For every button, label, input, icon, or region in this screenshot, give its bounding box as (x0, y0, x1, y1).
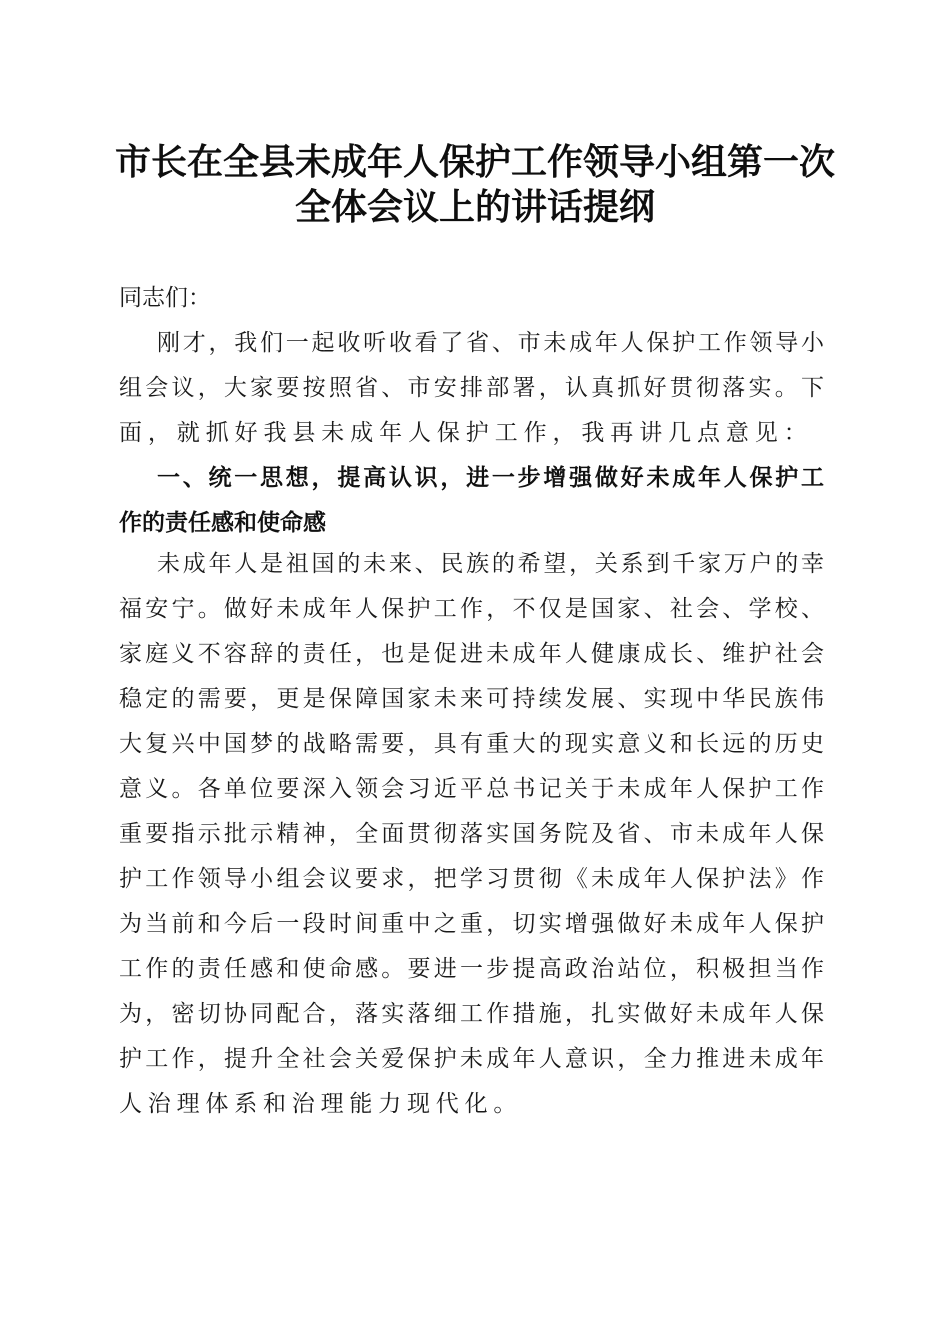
body-line: 为当前和今后一段时间重中之重，切实增强做好未成年人保护 (119, 911, 824, 937)
section-heading-line: 一、统一思想，提高认识，进一步增强做好未成年人保护工 (157, 465, 824, 491)
body-line: 未成年人是祖国的未来、民族的希望，关系到千家万户的幸 (157, 551, 824, 577)
title-line-1: 市长在全县未成年人保护工作领导小组第一次 (114, 141, 835, 183)
intro-line: 面，就抓好我县未成年人保护工作，我再讲几点意见： (119, 420, 813, 446)
body-line: 意义。各单位要深入领会习近平总书记关于未成年人保护工作 (119, 776, 824, 802)
body-line: 福安宁。做好未成年人保护工作，不仅是国家、社会、学校、 (119, 596, 824, 622)
section-heading-line: 作的责任感和使命感 (119, 510, 326, 536)
body-line: 家庭义不容辞的责任，也是促进未成年人健康成长、维护社会 (119, 641, 824, 667)
intro-line: 组会议，大家要按照省、市安排部署，认真抓好贯彻落实。下 (119, 375, 824, 401)
intro-line: 刚才，我们一起收听收看了省、市未成年人保护工作领导小 (157, 330, 824, 356)
body-line: 大复兴中国梦的战略需要，具有重大的现实意义和长远的历史 (119, 731, 824, 757)
salutation: 同志们： (119, 285, 211, 311)
body-line: 重要指示批示精神，全面贯彻落实国务院及省、市未成年人保 (119, 821, 824, 847)
body-line: 为，密切协同配合，落实落细工作措施，扎实做好未成年人保 (119, 1001, 824, 1027)
body-line: 护工作，提升全社会关爱保护未成年人意识，全力推进未成年 (119, 1046, 824, 1072)
body-line: 稳定的需要，更是保障国家未来可持续发展、实现中华民族伟 (119, 686, 824, 712)
title-line-2: 全体会议上的讲话提纲 (294, 186, 655, 228)
body-line: 工作的责任感和使命感。要进一步提高政治站位，积极担当作 (119, 956, 824, 982)
body-line: 人治理体系和治理能力现代化。 (119, 1091, 523, 1117)
body-line: 护工作领导小组会议要求，把学习贯彻《未成年人保护法》作 (119, 866, 824, 892)
